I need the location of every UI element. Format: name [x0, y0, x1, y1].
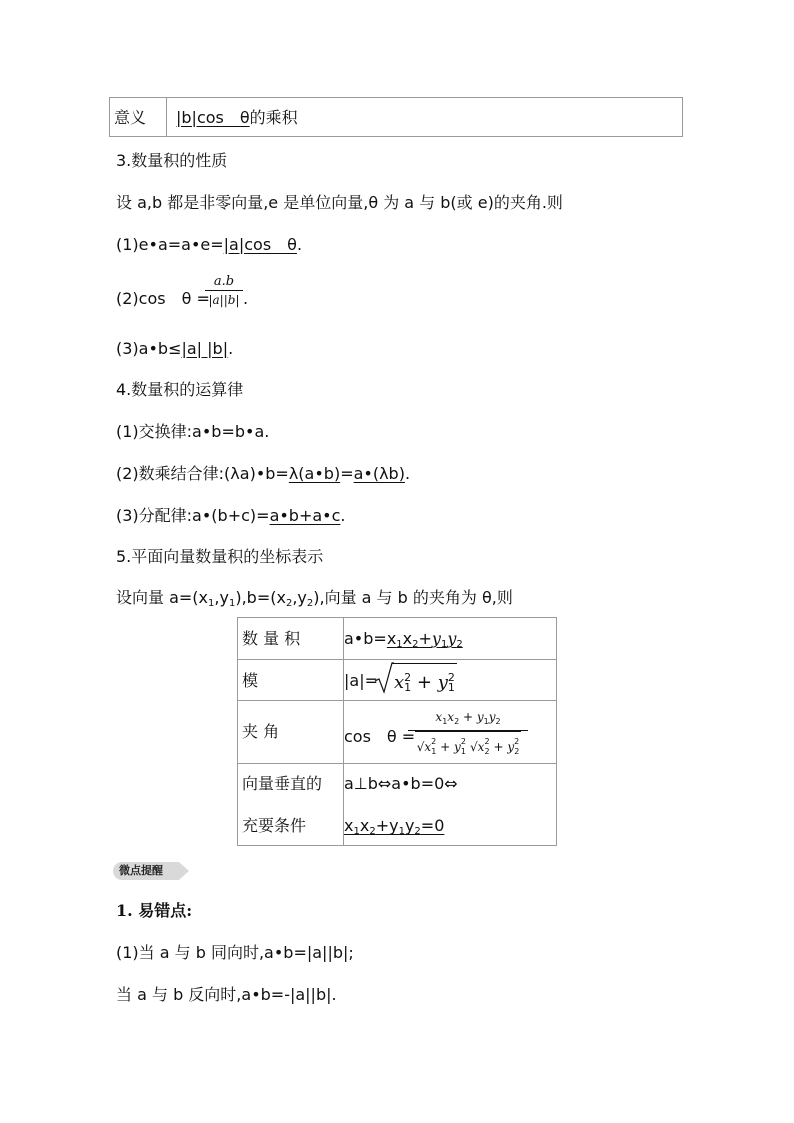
law-3-answer: a•b+a•c — [269, 506, 341, 525]
dot-product-formula: $x_1x_2+y_1y_2$ — [386, 629, 463, 650]
fraction-denominator: |a||b| — [208, 293, 240, 307]
law-3-end: . — [340, 506, 346, 525]
row-perpendicular-label-2: 充要条件 — [242, 816, 307, 835]
law-2 — [116, 463, 410, 485]
angle-denominator: $√x^2_1 + y^2_1$ $√x^2_2 + y^2_2$ — [408, 731, 528, 762]
row-angle-label: 夹 角 — [242, 722, 280, 741]
property-2-fraction — [205, 274, 243, 309]
law-2-equals: = — [340, 464, 354, 483]
section3-heading: 3.数量积的性质 — [116, 151, 228, 170]
property-1-answer: |a|cos θ — [223, 235, 297, 254]
row-angle-prefix: cos θ = — [344, 727, 416, 746]
tip-line-1: (1)当 a 与 b 同向时,a•b=|a||b|; — [116, 943, 354, 962]
meaning-suffix: 的乘积 — [249, 108, 298, 127]
meaning-value — [176, 107, 298, 129]
row-modulus-label: 模 — [242, 671, 259, 690]
angle-numerator: $x_1x_2 + y_1y_2$ — [435, 710, 501, 726]
meaning-label-cell — [110, 98, 167, 136]
row-dot-product-value — [344, 628, 463, 656]
meaning-label: 意义 — [114, 108, 147, 127]
law-1: (1)交换律:a•b=b•a. — [116, 422, 270, 441]
radical-sign — [374, 662, 394, 694]
property-2-prefix: (2)cos θ = — [116, 289, 210, 308]
property-3-answer: |a| |b| — [181, 339, 229, 358]
row-perpendicular-formula: $x_1x_2+y_1y_2=0$ — [344, 816, 445, 837]
property-1 — [116, 234, 302, 256]
meaning-formula: |b|cos θ — [176, 108, 250, 127]
law-3 — [116, 505, 346, 527]
table-rule — [238, 659, 556, 660]
tip-heading: 1. 易错点: — [116, 901, 193, 920]
fraction-numerator: a.b — [213, 274, 235, 289]
property-1-end: . — [296, 235, 303, 254]
property-2-end: . — [243, 289, 249, 308]
section3-intro: 设 a,b 都是非零向量,e 是单位向量,θ 为 a 与 b(或 e)的夹角.则 — [116, 193, 563, 212]
law-3-prefix: (3)分配律:a•(b+c)= — [116, 506, 270, 525]
angle-fraction — [408, 709, 528, 762]
row-modulus-prefix: |a|= — [344, 671, 378, 690]
coordinate-table — [237, 617, 557, 846]
row-perpendicular-label-1: 向量垂直的 — [242, 774, 323, 793]
dot-product-prefix: a•b= — [344, 629, 387, 648]
table-rule — [238, 700, 556, 701]
law-2-answer-1: λ(a•b) — [288, 464, 341, 483]
row-dot-product-label: 数 量 积 — [242, 629, 301, 648]
section4-heading: 4.数量积的运算律 — [116, 380, 244, 399]
section5-heading: 5.平面向量数量积的坐标表示 — [116, 547, 324, 566]
property-3 — [116, 338, 233, 360]
tip-badge: 微点提醒 — [113, 862, 179, 880]
row-perpendicular-condition: a⊥b⇔a•b=0⇔ — [344, 774, 458, 793]
section5-intro: 设向量 $a=(x_1,y_1),b=(x_2,y_2)$,向量 a 与 b 的夹角为 θ,则 — [116, 588, 513, 609]
property-1-prefix: (1)e•a=a•e= — [116, 235, 224, 254]
property-3-end: . — [228, 339, 234, 358]
law-2-answer-2: a•(λb) — [353, 464, 405, 483]
table-rule — [238, 763, 556, 764]
law-2-prefix: (2)数乘结合律:(λa)•b= — [116, 464, 289, 483]
meaning-table — [109, 97, 683, 137]
tip-line-2: 当 a 与 b 反向时,a•b=-|a||b|. — [116, 985, 337, 1004]
property-3-prefix: (3)a•b≤ — [116, 339, 182, 358]
modulus-radicand: $x^2_1 + y^2_1$ — [392, 663, 457, 700]
law-2-end: . — [404, 464, 411, 483]
